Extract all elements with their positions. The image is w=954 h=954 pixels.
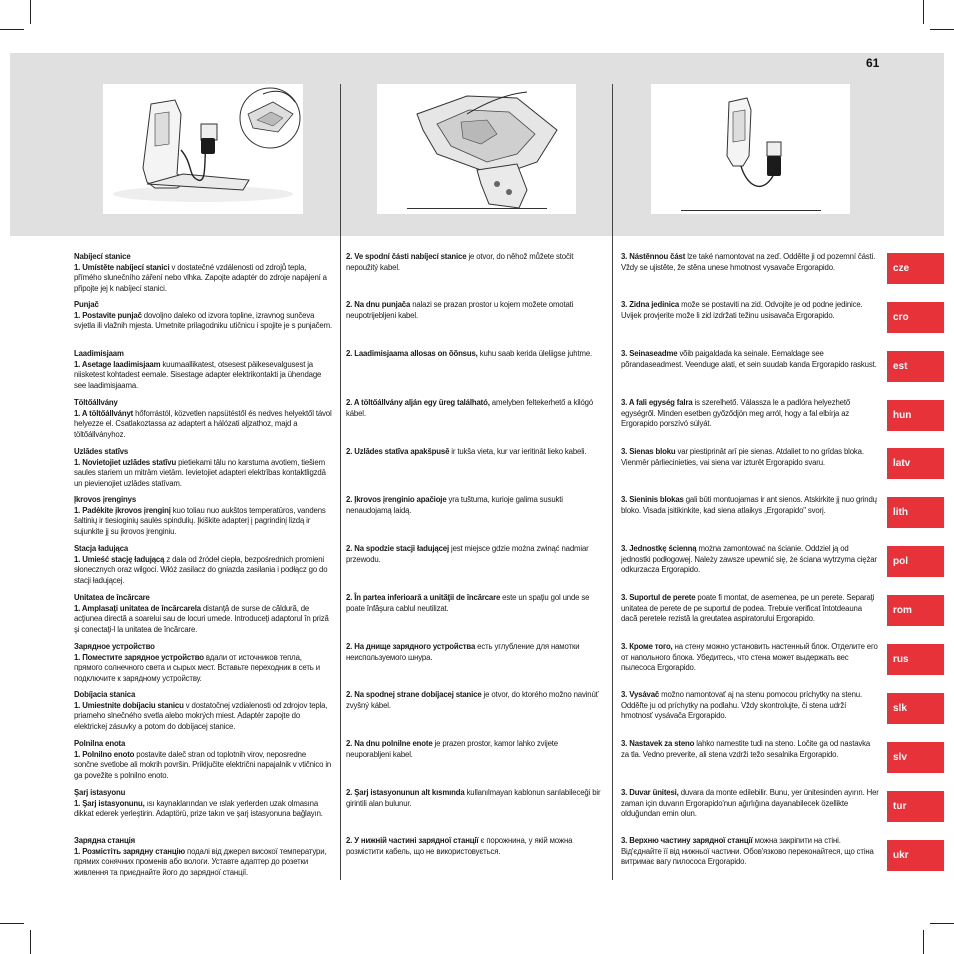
step2-est bbox=[346, 349, 604, 360]
step2-slk bbox=[346, 690, 604, 711]
step3-cze bbox=[621, 252, 879, 273]
step-lead: 1. Novietojiet uzlādes statīvu bbox=[74, 457, 177, 467]
step3-lith bbox=[621, 495, 879, 516]
step3-rus bbox=[621, 642, 879, 674]
step2-ukr bbox=[346, 836, 604, 857]
step-text: amelyben feltekerhető a kilógó kábel. bbox=[346, 398, 594, 418]
crop-mark bbox=[30, 930, 31, 954]
step-lead: 2. Na dnu polnilne enote bbox=[346, 739, 433, 748]
step-text: nalazi se prazan prostor u kojem možete omotati neupotrijebljeni kabel. bbox=[346, 300, 574, 320]
step-text: kuumaallikatest, otsesest päikesevalgusest ja niisketest kohtadest eemale. Sisestage adapter elektrikontakti ja ühendage see laadimisjaama. bbox=[74, 359, 322, 390]
step-lead: 2. În partea inferioară a unităţii de încărcare bbox=[346, 593, 501, 602]
crop-mark bbox=[923, 930, 924, 954]
language-tab-lith: lith bbox=[887, 497, 944, 528]
language-tab-tur: tur bbox=[887, 791, 944, 822]
step-text: ir tukša vieta, kur var ieritināt lieko kabeli. bbox=[449, 447, 587, 456]
column-divider bbox=[340, 84, 341, 880]
step-text: hőforrástól, közvetlen napsütéstől és nedves helyektől távol helyezze el. Csatlakoztassa az adaptert a hálózati aljzathoz, majd a töltőállványhoz. bbox=[74, 408, 332, 439]
step-lead: 3. Seinaseadme bbox=[621, 349, 678, 358]
step2-cro bbox=[346, 300, 604, 321]
step-lead: 3. A fali egység falra bbox=[621, 398, 693, 407]
crop-mark bbox=[30, 0, 31, 24]
step-lead: 1. Postavite punjač bbox=[74, 310, 142, 320]
section-title: Unitatea de încărcare bbox=[74, 593, 150, 602]
section-cro bbox=[74, 300, 332, 332]
step2-lith bbox=[346, 495, 604, 516]
section-pol bbox=[74, 544, 332, 586]
section-hun bbox=[74, 398, 332, 440]
page-number: 61 bbox=[866, 56, 880, 70]
section-title: Stacja ładująca bbox=[74, 544, 129, 553]
step-lead: 1. Polnilno enoto bbox=[74, 749, 135, 759]
step-text: možno namontovať aj na stenu pomocou príchytky na stenu. Odděľte ju od príchytky na podlahu. Vždy skontrolujte, či stena udrží hmotnosť vysávača Ergorapido. bbox=[621, 690, 862, 720]
step-text: je otvor, do něhož můžete stočit nepoužitý kabel. bbox=[346, 252, 574, 272]
step3-pol bbox=[621, 544, 879, 576]
step-lead: 3. Sienas bloku bbox=[621, 447, 676, 456]
step-text: võib paigaldada ka seinale. Eemaldage see põrandaseadmest. Veenduge alati, et sein suudab kanda Ergorapido raskust. bbox=[621, 349, 877, 369]
step-lead: 1. Umístěte nabíjecí stanici bbox=[74, 262, 170, 272]
step-lead: 2. Ve spodní části nabíjecí stanice bbox=[346, 252, 467, 261]
step3-rom bbox=[621, 593, 879, 625]
step2-pol bbox=[346, 544, 604, 565]
step-lead: 3. Верхню частину зарядної станції bbox=[621, 836, 753, 845]
language-tab-ukr: ukr bbox=[887, 840, 944, 871]
step-text: dovoljno daleko od izvora topline, izravnog sunčeva svjetla ili vlažnih mjesta. Umetnite prilagodniku utičnicu i spojite je s punjačem. bbox=[74, 310, 332, 330]
step3-ukr bbox=[621, 836, 879, 868]
step3-latv bbox=[621, 447, 879, 468]
step-lead: 1. Padėkite įkrovos įrenginį bbox=[74, 505, 171, 515]
column-wall-mount bbox=[621, 252, 879, 892]
step-text: v dostatočnej vzdialenosti od zdrojov tepla, priameho slnečného svetla alebo mokrých miest. Adaptér zapojte do elektrickej zásuvky a potom do dobíjacej stanice. bbox=[74, 700, 328, 731]
step3-cro bbox=[621, 300, 879, 321]
crop-mark bbox=[930, 29, 954, 30]
step-lead: 2. Įkrovos įrenginio apačioje bbox=[346, 495, 447, 504]
step-text: można zamontować na ścianie. Oddziel ją od jednostki podłogowej. Należy zawsze upewnić się, że ściana wytrzyma ciężar odkurzacza Ergorapido. bbox=[621, 544, 877, 574]
step-text: kuo toliau nuo aukštos temperatūros, vandens šaltinių ir tiesioginių saulės spindulių. Įkiškite adapterį į pagrindinį lizdą ir sujunkite jį su įkrovos įrenginiu. bbox=[74, 505, 326, 536]
section-title: Зарядна станція bbox=[74, 836, 136, 845]
step-lead: 2. Na dnu punjača bbox=[346, 300, 411, 309]
step-lead: 1. Şarj istasyonunu, bbox=[74, 798, 145, 808]
section-lith bbox=[74, 495, 332, 537]
step2-hun bbox=[346, 398, 604, 419]
step-lead: 3. Кроме того, bbox=[621, 642, 673, 651]
step-lead: 1. Umieść stację ładującą bbox=[74, 554, 165, 564]
step-lead: 2. Şarj istasyonunun alt kısmında bbox=[346, 788, 465, 797]
illustration-charger-standing bbox=[103, 84, 303, 214]
section-title: Laadimisjaam bbox=[74, 349, 124, 358]
step-text: pietiekami tālu no karstuma avotiem, tiešiem saules stariem un mitrām vietām. Ievietojiet adapteri elektrības kontaktligzdā un pievienojiet uzlādes statīvam. bbox=[74, 457, 326, 488]
language-tab-cro: cro bbox=[887, 302, 944, 333]
step-text: kuhu saab kerida üleliigse juhtme. bbox=[477, 349, 593, 358]
section-slv bbox=[74, 739, 332, 781]
crop-mark bbox=[930, 923, 954, 924]
step2-rus bbox=[346, 642, 604, 663]
section-title: Polnilna enota bbox=[74, 739, 126, 748]
step-lead: 2. На днище зарядного устройства bbox=[346, 642, 476, 651]
step-text: može se postaviti na zid. Odvojite je od podne jedinice. Uvijek provjerite može li zid izdržati težinu usisavača Ergorapido. bbox=[621, 300, 863, 320]
section-title: Şarj istasyonu bbox=[74, 788, 126, 797]
step-lead: 3. Sieninis blokas bbox=[621, 495, 684, 504]
step-text: jest miejsce gdzie można zwinąć nadmiar przewodu. bbox=[346, 544, 589, 564]
step-text: este un spaţiu gol unde se poate înfăşura cablul neutilizat. bbox=[346, 593, 590, 613]
step-lead: 3. Suportul de perete bbox=[621, 593, 696, 602]
language-tab-est: est bbox=[887, 351, 944, 382]
step-text: je otvor, do ktorého možno navinúť zvyšný kábel. bbox=[346, 690, 599, 710]
step-text: gali būti montuojamas ir ant sienos. Atskirkite jį nuo grindų bloko. Visada įsitikinkite, kad siena atlaikys „Ergorapido" svorį. bbox=[621, 495, 877, 515]
step-lead: 2. У нижній частині зарядної станції bbox=[346, 836, 479, 845]
language-tab-cze: cze bbox=[887, 253, 944, 284]
section-title: Uzlādes statīvs bbox=[74, 447, 129, 456]
crop-mark bbox=[923, 0, 924, 24]
section-rom bbox=[74, 593, 332, 635]
illustration-charger-wall bbox=[651, 84, 850, 214]
illustration-charger-underside bbox=[377, 84, 576, 214]
step-lead: 2. Na spodzie stacji ładującej bbox=[346, 544, 449, 553]
language-tab-latv: latv bbox=[887, 448, 944, 479]
section-latv bbox=[74, 447, 332, 489]
step-text: подалі від джерел високої температури, прямих сонячних променів або вологи. Уставте адаптер до розетки живлення та приєднайте його до зарядної станції. bbox=[74, 846, 327, 877]
step2-rom bbox=[346, 593, 604, 614]
section-cze bbox=[74, 252, 332, 294]
column-cable-storage bbox=[346, 252, 604, 892]
step-lead: 1. Поместите зарядное устройство bbox=[74, 652, 204, 662]
column-divider bbox=[612, 84, 613, 880]
section-rus bbox=[74, 642, 332, 684]
section-title: Nabíjecí stanice bbox=[74, 252, 131, 261]
section-title: Įkrovos įrenginys bbox=[74, 495, 137, 504]
section-title: Dobíjacia stanica bbox=[74, 690, 136, 699]
column-charging-station bbox=[74, 252, 332, 892]
step-text: ısı kaynaklarından ve ıslak yerlerden uzak olmasına dikkat ederek yerleştirin. Adaptörü, prize takın ve şarj istasyonuna bağlayın. bbox=[74, 798, 323, 818]
step3-est bbox=[621, 349, 879, 370]
step-lead: 2. A töltőállvány alján egy üreg található, bbox=[346, 398, 490, 407]
step-text: kullanılmayan kablonun sarılabileceği bir girintili alan bulunur. bbox=[346, 788, 601, 808]
section-title: Töltőállvány bbox=[74, 398, 118, 407]
step-text: lze také namontovat na zeď. Oddělte ji od pozemní části. Vždy se ujistěte, že stěna unese hmotnost vysavače Ergorapido. bbox=[621, 252, 876, 272]
step3-slv bbox=[621, 739, 879, 760]
language-tab-rom: rom bbox=[887, 595, 944, 626]
step-lead: 1. Розмістіть зарядну станцію bbox=[74, 846, 185, 856]
step-text: je prazen prostor, kamor lahko zvijete neuporabljeni kabel. bbox=[346, 739, 558, 759]
section-title: Зарядное устройство bbox=[74, 642, 155, 651]
section-est bbox=[74, 349, 332, 391]
step2-cze bbox=[346, 252, 604, 273]
step-text: var piestiprināt arī pie sienas. Atdaliet to no grīdas bloka. Vienmēr pārliecinieties, vai siena var izturēt Ergorapido svaru. bbox=[621, 447, 864, 467]
step-lead: 1. Asetage laadimisjaam bbox=[74, 359, 161, 369]
section-ukr bbox=[74, 836, 332, 878]
step-lead: 1. Umiestnite dobíjaciu stanicu bbox=[74, 700, 184, 710]
section-tur bbox=[74, 788, 332, 820]
step-text: poate fi montat, de asemenea, pe un perete. Separaţi unitatea de perete de pe suportul de podea. Trebuie verificat întotdeauna dacă peretele rezistă la greutatea aspiratorului Ergorapido. bbox=[621, 593, 875, 623]
language-tab-rus: rus bbox=[887, 644, 944, 675]
step3-tur bbox=[621, 788, 879, 820]
language-tab-slv: slv bbox=[887, 742, 944, 773]
step-text: distanţă de surse de căldură, de acţiunea directă a soarelui sau de locuri umede. Introduceţi adaptorul în priză şi conectaţi-l la unitatea de încărcare. bbox=[74, 603, 329, 634]
step3-slk bbox=[621, 690, 879, 722]
step-text: v dostatečné vzdálenosti od zdrojů tepla, přímého slunečního záření nebo vlhka. Zapojte adaptér do zdroje napájení a připojte jej k nabíjecí stanici. bbox=[74, 262, 327, 293]
step-lead: 3. Nastavek za steno bbox=[621, 739, 695, 748]
step-text: is szerelhető. Válassza le a padlóra helyezhető egységről. Minden esetben győződjön meg arról, hogy a fal elbírja az Ergorapido porszívó súlyát. bbox=[621, 398, 851, 428]
step2-tur bbox=[346, 788, 604, 809]
step-lead: 2. Laadimisjaama allosas on õõnsus, bbox=[346, 349, 478, 358]
step-lead: 3. Vysávač bbox=[621, 690, 660, 699]
step-text: можна закріпити на стіні. Від'єднайте її від нижньої частини. Обов'язково переконайтеся, що стіна витримає вагу пилососа Ergorapido. bbox=[621, 836, 874, 866]
step-text: yra tuštuma, kurioje galima susukti nenaudojamą laidą. bbox=[346, 495, 563, 515]
step-text: есть углубление для намотки неиспользуемого шнура. bbox=[346, 642, 580, 662]
step2-latv bbox=[346, 447, 604, 458]
step-text: postavite daleč stran od toplotnih virov, neposredne sončne svetlobe ali mokrih površin. Priključite električni napajalnik v vtičnico in ga povežite s polnilno enoto. bbox=[74, 749, 332, 780]
step-lead: 3. Zidna jedinica bbox=[621, 300, 680, 309]
language-tab-hun: hun bbox=[887, 400, 944, 431]
step-lead: 1. Amplasaţi unitatea de încărcarela bbox=[74, 603, 201, 613]
section-slk bbox=[74, 690, 332, 732]
language-tab-slk: slk bbox=[887, 693, 944, 724]
step-text: lahko namestite tudi na steno. Ločite ga od nastavka za tla. Vedno preverite, ali stena vzdrži težo sesalnika Ergorapido. bbox=[621, 739, 871, 759]
language-tab-pol: pol bbox=[887, 546, 944, 577]
step3-hun bbox=[621, 398, 879, 430]
step-text: вдали от источников тепла, прямого солнечного света и сырых мест. Вставьте переходник в сеть и подключите к зарядному устройству. bbox=[74, 652, 320, 683]
crop-mark bbox=[0, 923, 24, 924]
step-lead: 2. Na spodnej strane dobíjacej stanice bbox=[346, 690, 482, 699]
step-lead: 3. Nástěnnou část bbox=[621, 252, 686, 261]
step-lead: 3. Jednostkę ścienną bbox=[621, 544, 697, 553]
step2-slv bbox=[346, 739, 604, 760]
step-lead: 1. A töltőállványt bbox=[74, 408, 134, 418]
step-text: z dala od źródeł ciepła, bezpośrednich promieni słonecznych oraz wilgoci. Włóż zasilacz do gniazda zasilania i podłącz go do stacji ładującej. bbox=[74, 554, 328, 585]
step-lead: 2. Uzlādes statīva apakšpusē bbox=[346, 447, 450, 456]
step-lead: 3. Duvar ünitesi, bbox=[621, 788, 679, 797]
step-text: duvara da monte edilebilir. Bunu, yer ünitesinden ayırın. Her zaman için duvarın Ergorapido'nun ağırlığına dayanabilecek özellikte olduğundan emin olun. bbox=[621, 788, 879, 818]
step-text: є порожнина, у якій можна розмістити кабель, що не використовується. bbox=[346, 836, 573, 856]
crop-mark bbox=[0, 29, 24, 30]
step-text: на стену можно установить настенный блок. Отделите его от напольного блока. Убедитесь, что стена может выдержать вес пылесоса Ergorapido. bbox=[621, 642, 878, 672]
section-title: Punjač bbox=[74, 300, 99, 309]
